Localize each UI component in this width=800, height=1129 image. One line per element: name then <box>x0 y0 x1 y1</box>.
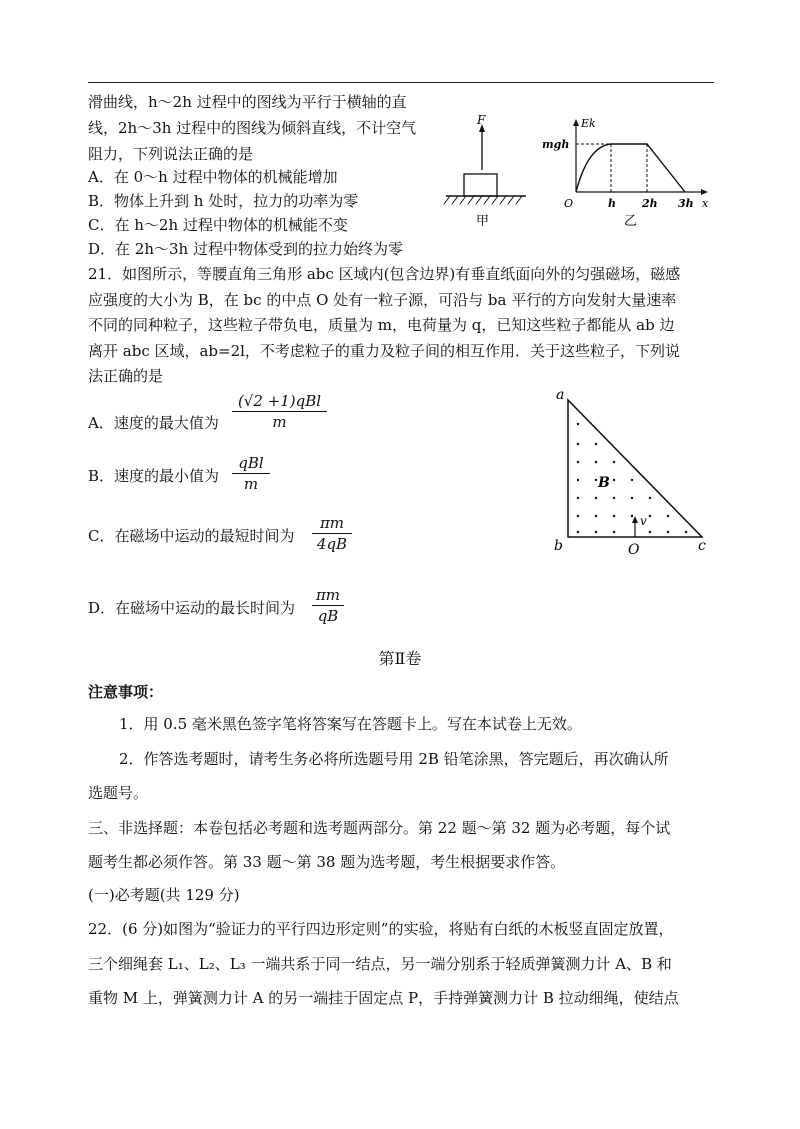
vertex-c: c <box>698 538 706 554</box>
frac-b-den: m <box>243 475 259 493</box>
velocity-label: v <box>640 514 647 528</box>
q21-line-1: 21．如图所示，等腰直角三角形 abc 区域内(包含边界)有垂直纸面向外的匀强磁场，磁感 <box>88 265 681 283</box>
q21-option-b-prefix: B．速度的最小值为 <box>88 467 220 485</box>
frac-d-den: qB <box>317 607 339 625</box>
y-tick-mgh: mgh <box>542 138 570 151</box>
frac-c-den: 4qB <box>316 535 348 553</box>
q21-option-c-fraction <box>312 514 352 553</box>
q21-option-d-prefix: D．在磁场中运动的最长时间为 <box>88 599 296 617</box>
frac-d-num: πm <box>315 586 341 604</box>
triangle-field-figure <box>548 384 718 560</box>
q21-line-2: 应强度的大小为 B，在 bc 的中点 O 处有一粒子源，可沿与 ba 平行的方向发射大量速率 <box>88 291 677 309</box>
section-title: 第Ⅱ卷 <box>378 649 422 668</box>
note-2: 2．作答选考题时，请考生务必将所选题号用 2B 铅笔涂黑，答完题后，再次确认所 <box>119 750 669 768</box>
origin-o: O <box>628 542 640 558</box>
frac-a-den: m <box>272 413 287 431</box>
q21-option-a-fraction <box>232 392 327 431</box>
field-label: B <box>598 475 610 491</box>
ek-curve <box>576 144 685 192</box>
q21-line-5: 法正确的是 <box>88 367 164 385</box>
q22-line-2: 三个细绳套 L₁、L₂、L₃ 一端共系于同一结点，另一端分别系于轻质弹簧测力计 A、B 和 <box>88 955 672 973</box>
q21-line-4: 离开 abc 区域，ab=2l，不考虑粒子的重力及粒子间的相互作用．关于这些粒子，下列说 <box>88 342 680 360</box>
q20-option-d: D．在 2h～3h 过程中物体受到的拉力始终为零 <box>88 240 403 258</box>
frac-b-num: qBl <box>238 454 264 472</box>
q20-option-b: B．物体上升到 h 处时，拉力的功率为零 <box>88 192 359 210</box>
field-dots <box>577 423 687 533</box>
q22-line-1: 22．(6 分)如图为“验证力的平行四边形定则”的实验，将贴有白纸的木板竖直固定放置， <box>88 920 674 938</box>
top-rule <box>88 82 714 83</box>
x-tick-3h: 3h <box>678 197 694 210</box>
q20-option-c: C．在 h～2h 过程中物体的机械能不变 <box>88 216 348 234</box>
required-heading: (一)必考题(共 129 分) <box>88 886 240 904</box>
q21-option-d-fraction <box>312 586 344 625</box>
x-axis-label: x <box>702 197 709 210</box>
frac-c-num: πm <box>319 514 345 532</box>
frac-a-num: (√2 +1)qBl <box>237 392 322 410</box>
x-tick-2h: 2h <box>642 197 658 210</box>
q21-line-3: 不同的同种粒子，这些粒子带负电，质量为 m，电荷量为 q，已知这些粒子都能从 ab 边 <box>88 316 675 334</box>
caption-yi: 乙 <box>624 214 638 229</box>
q21-option-c-prefix: C．在磁场中运动的最短时间为 <box>88 527 295 545</box>
q21-option-a-prefix: A．速度的最大值为 <box>88 414 219 432</box>
q22-line-3: 重物 M 上，弹簧测力计 A 的另一端挂于固定点 P，手持弹簧测力计 B 拉动细绳，使结点 <box>88 989 679 1007</box>
note-2-cont: 选题号。 <box>88 784 149 802</box>
x-tick-h: h <box>608 197 616 210</box>
part3-line-1: 三、非选择题：本卷包括必考题和选考题两部分。第 22 题～第 32 题为必考题，每个试 <box>88 819 671 837</box>
note-1: 1．用 0.5 毫米黑色签字笔将答案写在答题卡上。写在本试卷上无效。 <box>119 715 582 733</box>
part3-line-2: 题考生都必须作答。第 33 题～第 38 题为选考题，考生根据要求作答。 <box>88 853 566 871</box>
q20-line-3: 阻力，下列说法正确的是 <box>88 145 254 163</box>
caption-jia: 甲 <box>476 214 490 229</box>
figure-jia <box>440 112 540 230</box>
vertex-a: a <box>556 387 565 403</box>
vertex-b: b <box>554 538 563 554</box>
origin-label: O <box>564 197 574 210</box>
force-label: F <box>477 113 486 127</box>
y-axis-label: Ek <box>581 117 596 130</box>
q21-option-b-fraction <box>232 454 270 493</box>
q20-option-a: A．在 0～h 过程中物体的机械能增加 <box>88 168 338 186</box>
block <box>464 174 497 196</box>
q20-line-1: 滑曲线，h～2h 过程中的图线为平行于横轴的直 <box>88 93 407 111</box>
figure-yi <box>538 112 718 232</box>
q20-line-2: 线，2h～3h 过程中的图线为倾斜直线，不计空气 <box>88 119 417 137</box>
notes-heading: 注意事项： <box>88 683 164 701</box>
